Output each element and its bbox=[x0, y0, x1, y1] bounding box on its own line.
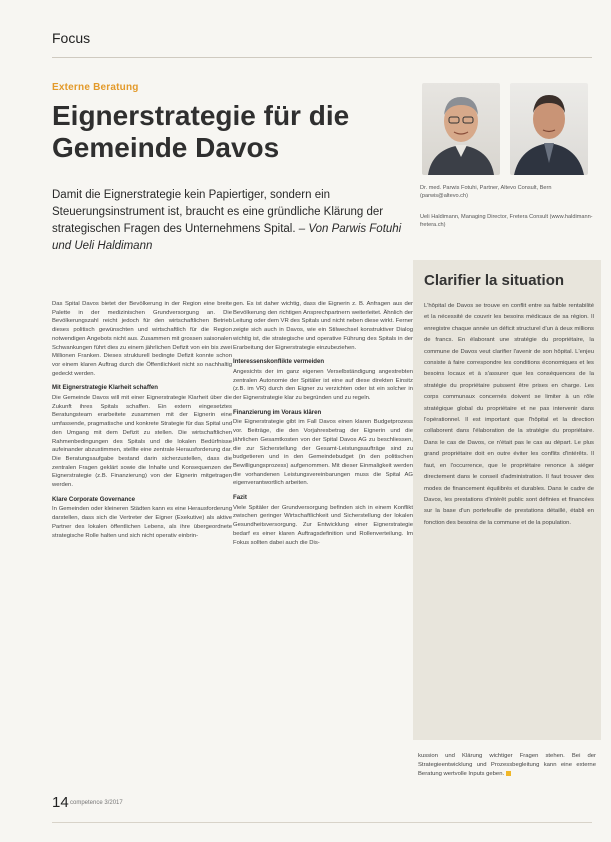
footer-rule bbox=[52, 822, 592, 823]
article-title: Eignerstrategie für die Gemeinde Davos bbox=[52, 100, 350, 163]
article-column-3 bbox=[418, 752, 596, 779]
paragraph: kussion und Klärung wichtiger Fragen stehen. Bei der Strategieentwicklung und Prozessbegleitung kann eine externe Beratung wertvolle Inputs geben. bbox=[418, 753, 596, 777]
article-kicker: Externe Beratung bbox=[52, 82, 139, 93]
magazine-issue: competence 3/2017 bbox=[70, 800, 123, 806]
sidebar-text: L'hôpital de Davos se trouve en conflit entre sa faible rentabilité et la nécessité de couvrir les besoins médicaux de sa région. Il enregistre chaque année un déficit structurel d'un à deux millions de francs. En élaborant une stratégie du propriétaire, la commune de Davos veut clarifier l'avenir de son hôpital. L'enjeu consiste à faire correspondre les conditions économiques et les besoins locaux et à s'assurer que les conséquences de la stratégie du propriétaire puissent être prises en charge. Les corps communaux concernés doivent se limiter à un rôle stratégique global du propriétaire et ne pas intervenir dans l'opérationnel. Il est important que l'hôpital et la direction collaborent dans l'élaboration de la stratégie du propriétaire. Dans le cas de Davos, ce n'était pas le cas au départ. Le plus grand propriétaire doit en outre éviter les conflits d'intérêts. Il faut, en l'occurrence, que le propriétaire renonce à siéger directement dans le conseil d'administration. Il faut trouver des modes de financement équilibrés et durables. Dans le cadre de Davos, les prestations d'intérêt public sont définies et financées sur la base d'un portefeuille de prestations détaillé, établi en fonction des besoins de la commune et de la population. bbox=[424, 303, 594, 526]
author-photo-haldimann bbox=[510, 83, 588, 175]
subheading: Fazit bbox=[233, 494, 247, 502]
subheading: Finanzierung im Voraus klären bbox=[233, 408, 322, 416]
article-column-1 bbox=[52, 300, 232, 544]
page-number: 14 bbox=[52, 794, 69, 811]
top-rule bbox=[52, 57, 592, 58]
article-column-2 bbox=[233, 300, 413, 551]
subheading: Interessenskonflikte vermeiden bbox=[233, 358, 325, 366]
subheading: Klare Corporate Governance bbox=[52, 495, 135, 503]
paragraph: gen. Es ist daher wichtig, dass die Eignerin z. B. Anfragen aus der Bevölkerung den richtigen Ansprechpartnern weiterleitet. Ähnlich der Leitung oder dem VR des Spitals und nicht neben diese wirkt. Ferner zeigte sich auch in Davos, wie ein Stilwechsel konstruktiver Dialog wichtig ist, die strategische und operative Führung des Spitals in der Erarbeitung der Eignerstrategie einzubeziehen. bbox=[233, 301, 413, 351]
lead-text: Damit die Eignerstrategie kein Papiertiger, sondern ein Steuerungsinstrument ist, braucht es eine gründliche Klärung der strategischen Fragen des Unternehmens Spital. bbox=[52, 189, 384, 235]
author-caption-2: Ueli Haldimann, Managing Director, Fretera Consult (www.haldimann-fretera.ch) bbox=[420, 214, 593, 228]
paragraph: Angesichts der im ganz eigenen Verselbständigung angestrebten zentralen Autonomie der Spitäler ist eine auf diese direkten Einsitz (z.B. im VR) durch den Eigner zu verzichten oder ist ein solcher in der Eignerstrategie klar zu begründen und zu regeln. bbox=[233, 368, 413, 402]
paragraph: Viele Spitäler der Grundversorgung befinden sich in einem Konflikt zwischen geringer Wirtschaftlichkeit und Sicherstellung der lokalen Gesundheitsversorgung. Zur Entwicklung einer Eignerstrategie bedarf es einer klaren Auftragsdefinition und Rollenverteilung. Im Fokus sollten dabei auch die Dis- bbox=[233, 504, 413, 546]
author-photo-fotuhi bbox=[422, 83, 500, 175]
subheading: Mit Eignerstrategie Klarheit schaffen bbox=[52, 384, 158, 392]
paragraph: Die Eignerstrategie gibt im Fall Davos einen klaren Budgetprozess vor. Beiträge, die den Vorjahresbetrag der Eignerin und die jährlichen Gesamtkosten von der Spital Davos AG zu beschliessen, die zur Sicherstellung der Gesamt-Leistungsaufträge sind zu budgetieren und in den Gemeindebudget (in den politischen Bewilligungsprozess) aufgenommen. Mit dieser Einmaligkeit werden die vorhandenen Leistungsvereinbarungen muss die Spital AG eigenverantwortlich arbeiten. bbox=[233, 419, 413, 487]
paragraph: Das Spital Davos bietet der Bevölkerung in der Region eine breite Palette in der medizinischen Grundversorgung an. Die Bevölkerungszahl reicht jedoch für den wirtschaftlichen Betrieb dieses politisch gewünschten und wirtschaftlich für die Region notwendigen Angebots nicht aus. Zusammen mit grossen saisonalen Schwankungen führt dies zu einem jährlichen Defizit von ein bis zwei Millionen Franken. Dieses strukturell bedingte Defizit konnte schon vor einem klaren Auftrag durch die Öffentlichkeit nicht so nachhaltig gedeckt werden. bbox=[52, 301, 232, 377]
sidebar-title: Clarifier la situation bbox=[424, 272, 565, 289]
end-mark-icon bbox=[506, 771, 511, 776]
author-caption-1: Dr. med. Parwis Fotuhi, Partner, Altevo Consult, Bern (parwis@altevo.ch) bbox=[420, 185, 552, 199]
article-lead bbox=[52, 187, 412, 255]
lead-byline: – Von Parwis Fotuhi und Ueli Haldimann bbox=[52, 223, 402, 252]
section-label: Focus bbox=[52, 30, 91, 46]
paragraph: In Gemeinden oder kleineren Städten kann es eine Herausforderung darstellen, dass sich die Vertreter der Eigner (Exekutive) als aktive Partner des lokalen öffentlichen Lebens, als ihre übergeordnete strategische Rolle halten und sich nicht operativ einbrin- bbox=[52, 506, 232, 539]
paragraph: Die Gemeinde Davos will mit einer Eignerstrategie Klarheit über die Zukunft ihres Spitals schaffen. Ein extern eingesetztes Beratungsteam erarbeitete zusammen mit der Eignerin eine umfassende, pragmatische und konkrete Strategie für das Spital und den Umgang mit dem Defizit zu stellen. Die wirtschaftlichen Rahmenbedingungen des Spitals und die lokalen Bedürfnisse aufeinander abzustimmen, stellte eine zentrale Herausforderung dar. Die Beratungsaufgabe bestand darin sicherzustellen, dass die zentralen Fragen geklärt sowie die Inhalte und Konsequenzen der Eignerstrategie (z.B. Finanzierung) von der Eignerin mitgetragen werden. bbox=[52, 395, 232, 489]
